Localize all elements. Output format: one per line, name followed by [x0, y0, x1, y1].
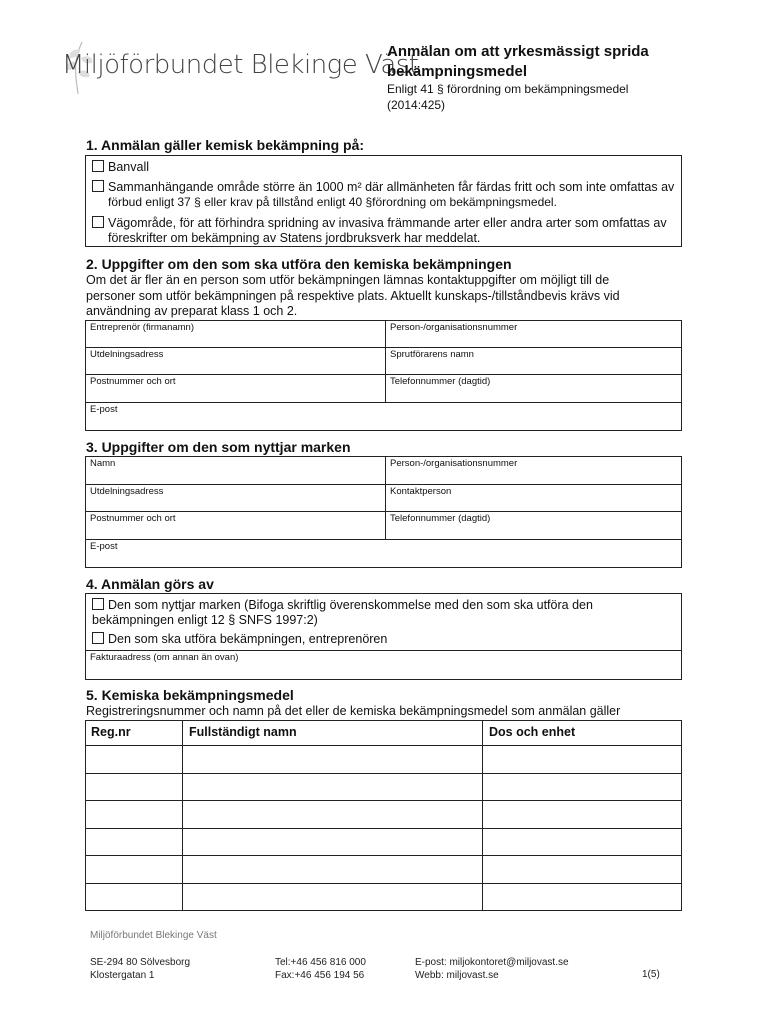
section2-intro-2: personer som utför bekämpningen på respektive plats. Aktuellt kunskaps-/tillståndbevis krävs vid: [86, 288, 620, 303]
field-person-orgnr[interactable]: Person-/organisationsnummer: [385, 320, 682, 348]
footer-contact: [415, 956, 569, 982]
checkbox-banvall[interactable]: [92, 160, 104, 172]
field-epost[interactable]: E-post: [85, 402, 682, 431]
checkbox-entreprenor[interactable]: [92, 632, 104, 644]
field-namn[interactable]: Namn: [85, 456, 386, 485]
option-nyttjar[interactable]: [92, 598, 672, 628]
field-utdelningsadress-2[interactable]: Utdelningsadress: [85, 484, 386, 512]
field-entreprenor[interactable]: Entreprenör (firmanamn): [85, 320, 386, 348]
medel-table: [85, 720, 682, 911]
col-dos-enhet: Dos och enhet: [489, 725, 576, 739]
title-line-1: Anmälan om att yrkesmässigt sprida: [387, 43, 649, 60]
field-telefon-2[interactable]: Telefonnummer (dagtid): [385, 511, 682, 540]
option-nyttjar-label-2: bekämpningen enligt 12 § SNFS 1997:2): [92, 613, 318, 627]
field-utdelningsadress[interactable]: Utdelningsadress: [85, 347, 386, 375]
field-kontaktperson[interactable]: Kontaktperson: [385, 484, 682, 512]
form-title: [387, 42, 687, 82]
section1-heading: 1. Anmälan gäller kemisk bekämpning på:: [86, 137, 365, 153]
field-telefon[interactable]: Telefonnummer (dagtid): [385, 374, 682, 403]
option-entreprenor-label: Den som ska utföra bekämpningen, entreprenören: [108, 632, 388, 646]
option-vagomrade[interactable]: [92, 216, 692, 246]
option-vagomrade-label-2: föreskrifter om bekämpning av Statens jordbruksverk har meddelat.: [108, 231, 481, 245]
subtitle-line-2: (2014:425): [387, 98, 446, 112]
footer-phone: [275, 956, 366, 982]
section2-heading: 2. Uppgifter om den som ska utföra den kemiska bekämpningen: [86, 256, 512, 272]
checkbox-nyttjar[interactable]: [92, 598, 104, 610]
footer-email[interactable]: E-post: miljokontoret@miljovast.se: [415, 957, 569, 968]
field-postnummer-ort[interactable]: Postnummer och ort: [85, 374, 386, 403]
footer-address-1: SE-294 80 Sölvesborg: [90, 957, 191, 968]
org-logo-text: Miljöförbundet Blekinge Väst: [62, 50, 419, 80]
footer-org: Miljöförbundet Blekinge Väst: [90, 930, 217, 941]
col-fullstandigt-namn: Fullständigt namn: [189, 725, 297, 739]
option-omrade-label-2: förbud enligt 37 § eller krav på tillstånd enligt 40 §förordning om bekämpningsmedel.: [108, 195, 557, 209]
form-subtitle: [387, 81, 687, 113]
checkbox-vagomrade[interactable]: [92, 216, 104, 228]
section5-intro: Registreringsnummer och namn på det eller de kemiska bekämpningsmedel som anmälan gäller: [86, 704, 621, 718]
section4-heading: 4. Anmälan görs av: [86, 576, 214, 592]
footer-web[interactable]: Webb: miljovast.se: [415, 970, 499, 981]
title-line-2: bekämpningsmedel: [387, 63, 528, 80]
field-sprutforare[interactable]: Sprutförarens namn: [385, 347, 682, 375]
section2-intro: [86, 273, 686, 320]
option-banvall[interactable]: [92, 160, 149, 175]
footer-tel: Tel:+46 456 816 000: [275, 957, 366, 968]
medel-table-grid: [85, 720, 682, 911]
section2-intro-1: Om det är fler än en person som utför bekämpningen lämnas kontaktuppgifter om möjligt till de: [86, 273, 610, 287]
footer-address: [90, 956, 190, 982]
page-number: 1(5): [642, 969, 660, 980]
field-person-orgnr-2[interactable]: Person-/organisationsnummer: [385, 456, 682, 485]
footer-fax: Fax:+46 456 194 56: [275, 970, 365, 981]
section3-heading: 3. Uppgifter om den som nyttjar marken: [86, 439, 351, 455]
option-vagomrade-label-1: Vägområde, för att förhindra spridning av invasiva främmande arter eller andra arter som omfattas av: [108, 216, 667, 230]
section5-heading: 5. Kemiska bekämpningsmedel: [86, 687, 294, 703]
option-omrade[interactable]: [92, 180, 692, 210]
field-epost-2[interactable]: E-post: [85, 539, 682, 568]
section2-intro-3: användning av preparat klass 1 och 2.: [86, 304, 298, 318]
option-entreprenor[interactable]: [92, 632, 387, 647]
field-fakturaadress[interactable]: Fakturaadress (om annan än ovan): [85, 650, 682, 680]
option-omrade-label-1: Sammanhängande område större än 1000 m² där allmänheten får färdas fritt och som inte omfattas av: [108, 180, 675, 194]
subtitle-line-1: Enligt 41 § förordning om bekämpningsmedel: [387, 82, 629, 96]
field-postnummer-ort-2[interactable]: Postnummer och ort: [85, 511, 386, 540]
footer-address-2: Klostergatan 1: [90, 970, 155, 981]
col-regnr: Reg.nr: [91, 725, 131, 739]
option-nyttjar-label-1: Den som nyttjar marken (Bifoga skriftlig överenskommelse med den som ska utföra den: [108, 598, 593, 612]
checkbox-omrade[interactable]: [92, 180, 104, 192]
option-banvall-label: Banvall: [108, 160, 149, 174]
